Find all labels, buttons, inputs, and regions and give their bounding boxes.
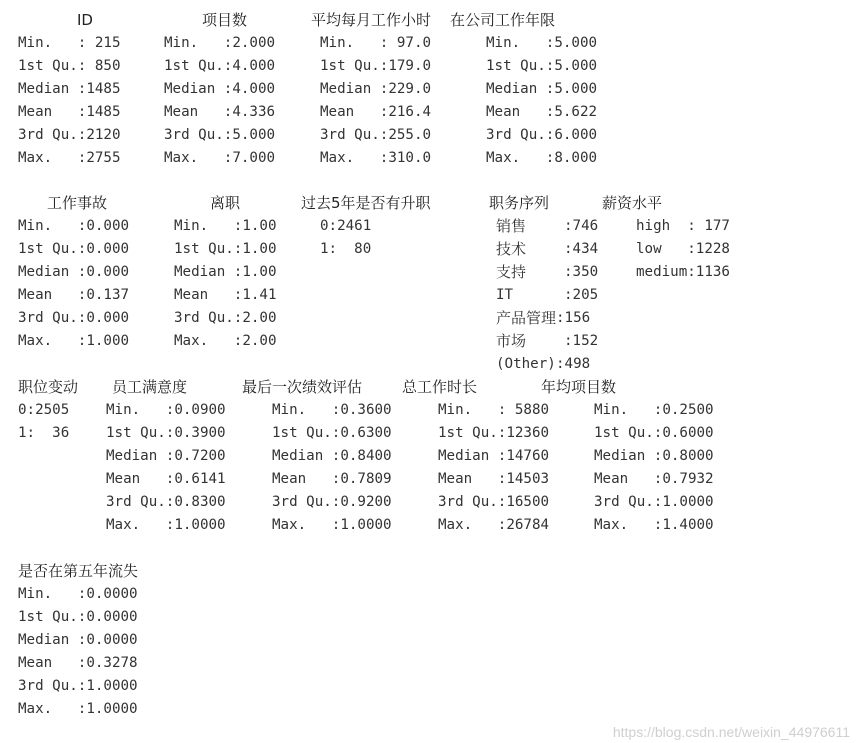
category-name: 市场 bbox=[496, 332, 527, 350]
stat-cell: 3rd Qu.:1.0000 bbox=[594, 494, 714, 510]
stat-cell: Min. :1.00 bbox=[174, 218, 277, 234]
stat-cell: Median :14760 bbox=[438, 448, 550, 464]
stat-cell: 1st Qu.:0.6300 bbox=[272, 425, 392, 441]
category-count: :498 bbox=[556, 356, 591, 372]
stat-cell: Min. : 215 bbox=[18, 35, 121, 51]
stat-cell: 3rd Qu.:0.000 bbox=[18, 310, 130, 326]
stat-cell: Min. :0.2500 bbox=[594, 402, 714, 418]
stat-cell: Max. :1.0000 bbox=[18, 701, 138, 717]
category-name: 技术 bbox=[496, 240, 527, 258]
stat-cell: Median :4.000 bbox=[164, 81, 276, 97]
stat-cell: Min. : 97.0 bbox=[320, 35, 432, 51]
stat-cell: Min. :0.0000 bbox=[18, 586, 138, 602]
stat-cell: 3rd Qu.:2.00 bbox=[174, 310, 277, 326]
stat-cell: Max. :1.0000 bbox=[106, 517, 226, 533]
column-header: 年均项目数 bbox=[541, 378, 617, 396]
column-header: 员工满意度 bbox=[112, 378, 188, 396]
column-header: 薪资水平 bbox=[602, 194, 663, 212]
stat-cell: Max. :7.000 bbox=[164, 150, 276, 166]
stat-cell: 1st Qu.:1.00 bbox=[174, 241, 277, 257]
stat-cell: 1st Qu.: 850 bbox=[18, 58, 121, 74]
stat-cell: low :1228 bbox=[636, 241, 730, 257]
stat-cell: Max. :310.0 bbox=[320, 150, 432, 166]
stat-cell: 1st Qu.:4.000 bbox=[164, 58, 276, 74]
stat-cell: 0:2461 bbox=[320, 218, 372, 234]
stat-cell: 1st Qu.:0.0000 bbox=[18, 609, 138, 625]
stat-cell: 1st Qu.:12360 bbox=[438, 425, 550, 441]
stat-cell: Min. :5.000 bbox=[486, 35, 598, 51]
stat-cell: Mean :1485 bbox=[18, 104, 121, 120]
stat-cell: Mean :0.7932 bbox=[594, 471, 714, 487]
category-count: :350 bbox=[564, 264, 599, 280]
category-count: :205 bbox=[564, 287, 599, 303]
column-header: 在公司工作年限 bbox=[450, 11, 556, 29]
stat-cell: Min. :0.3600 bbox=[272, 402, 392, 418]
stat-cell: Max. :1.000 bbox=[18, 333, 130, 349]
stat-cell: Min. :0.000 bbox=[18, 218, 130, 234]
stat-cell: 3rd Qu.:6.000 bbox=[486, 127, 598, 143]
stat-cell: Min. :2.000 bbox=[164, 35, 276, 51]
stat-cell: 1st Qu.:0.3900 bbox=[106, 425, 226, 441]
stat-cell: 1st Qu.:0.000 bbox=[18, 241, 130, 257]
stat-cell: Mean :0.3278 bbox=[18, 655, 138, 671]
stat-cell: 1: 80 bbox=[320, 241, 372, 257]
category-name: (Other) bbox=[496, 356, 556, 372]
stat-cell: Max. :26784 bbox=[438, 517, 550, 533]
category-count: :156 bbox=[556, 310, 591, 326]
stat-cell: Max. :1.0000 bbox=[272, 517, 392, 533]
stat-cell: 3rd Qu.:16500 bbox=[438, 494, 550, 510]
stat-cell: 3rd Qu.:5.000 bbox=[164, 127, 276, 143]
stat-cell: Mean :0.7809 bbox=[272, 471, 392, 487]
stat-cell: Mean :14503 bbox=[438, 471, 550, 487]
stat-cell: Median :0.0000 bbox=[18, 632, 138, 648]
stat-cell: Median :0.8000 bbox=[594, 448, 714, 464]
stat-cell: Min. : 5880 bbox=[438, 402, 550, 418]
stat-cell: Median :5.000 bbox=[486, 81, 598, 97]
stat-cell: 1st Qu.:179.0 bbox=[320, 58, 432, 74]
category-count: :152 bbox=[564, 333, 599, 349]
column-header: 平均每月工作小时 bbox=[311, 11, 432, 29]
category-name: 产品管理 bbox=[496, 309, 557, 327]
stat-cell: Median :1.00 bbox=[174, 264, 277, 280]
column-header: 最后一次绩效评估 bbox=[242, 378, 363, 396]
column-header: ID bbox=[77, 11, 93, 29]
stat-cell: 1: 36 bbox=[18, 425, 70, 441]
category-name: 支持 bbox=[496, 263, 527, 281]
column-header: 职位变动 bbox=[18, 378, 79, 396]
stat-cell: medium:1136 bbox=[636, 264, 730, 280]
column-header: 工作事故 bbox=[47, 194, 108, 212]
stat-cell: Mean :0.6141 bbox=[106, 471, 226, 487]
column-header: 项目数 bbox=[202, 11, 248, 29]
category-name: IT bbox=[496, 287, 514, 303]
stat-cell: Max. :1.4000 bbox=[594, 517, 714, 533]
column-header: 过去5年是否有升职 bbox=[301, 194, 431, 212]
stat-cell: Max. :2.00 bbox=[174, 333, 277, 349]
stat-cell: Mean :216.4 bbox=[320, 104, 432, 120]
stat-cell: 3rd Qu.:0.9200 bbox=[272, 494, 392, 510]
stat-cell: 3rd Qu.:255.0 bbox=[320, 127, 432, 143]
stat-cell: 3rd Qu.:0.8300 bbox=[106, 494, 226, 510]
stat-cell: Mean :0.137 bbox=[18, 287, 130, 303]
watermark-text: https://blog.csdn.net/weixin_44976611 bbox=[612, 724, 850, 740]
column-header: 离职 bbox=[210, 194, 241, 212]
stat-cell: Mean :1.41 bbox=[174, 287, 277, 303]
column-header: 职务序列 bbox=[489, 194, 550, 212]
stat-cell: Median :0.7200 bbox=[106, 448, 226, 464]
stat-cell: Max. :2755 bbox=[18, 150, 121, 166]
stat-cell: Median :1485 bbox=[18, 81, 121, 97]
stat-cell: 1st Qu.:5.000 bbox=[486, 58, 598, 74]
category-name: 销售 bbox=[496, 217, 527, 235]
stat-cell: 1st Qu.:0.6000 bbox=[594, 425, 714, 441]
stat-cell: 3rd Qu.:2120 bbox=[18, 127, 121, 143]
stat-cell: Mean :4.336 bbox=[164, 104, 276, 120]
column-header: 是否在第五年流失 bbox=[18, 562, 139, 580]
stat-cell: Mean :5.622 bbox=[486, 104, 598, 120]
stat-cell: 0:2505 bbox=[18, 402, 70, 418]
stat-cell: Median :0.8400 bbox=[272, 448, 392, 464]
stat-cell: Median :229.0 bbox=[320, 81, 432, 97]
stat-cell: high : 177 bbox=[636, 218, 730, 234]
stat-cell: Median :0.000 bbox=[18, 264, 130, 280]
category-count: :434 bbox=[564, 241, 599, 257]
stat-cell: Min. :0.0900 bbox=[106, 402, 226, 418]
stat-cell: 3rd Qu.:1.0000 bbox=[18, 678, 138, 694]
category-count: :746 bbox=[564, 218, 599, 234]
column-header: 总工作时长 bbox=[402, 378, 478, 396]
stat-cell: Max. :8.000 bbox=[486, 150, 598, 166]
